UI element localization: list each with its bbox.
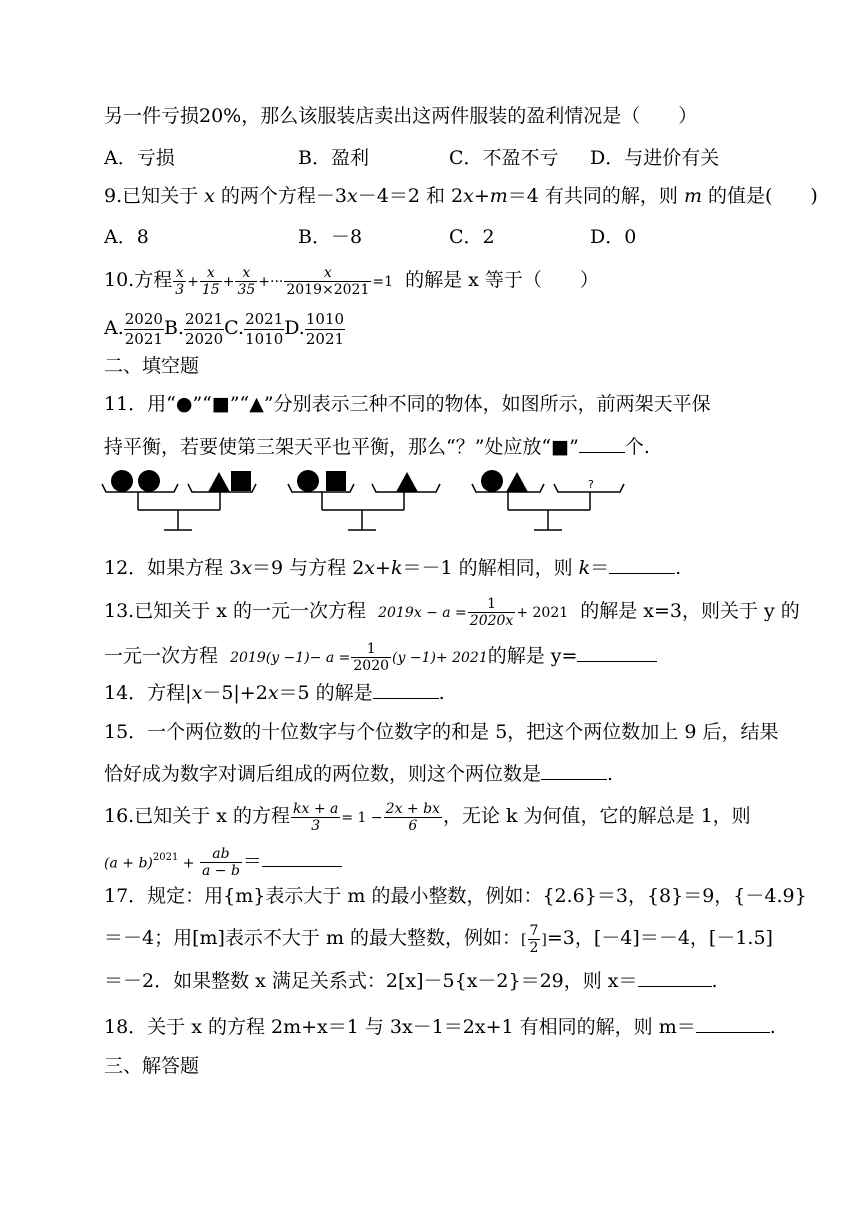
q10-option-d: D. $\frac{1010}{2021}$ (284, 309, 345, 348)
circle-object-icon (297, 470, 319, 492)
q9-option-c: C．2 (449, 226, 495, 248)
question-17-line-3: ＝－2．如果整数 x 满足关系式：2[x]－5{x－2}＝29，则 x＝ . (104, 970, 718, 992)
question-11-line-2: 持平衡，若要使第三架天平也平衡，那么“？”处应放“■” 个. (104, 436, 650, 458)
q14-answer-blank[interactable] (373, 680, 439, 699)
balance-scales-figure (100, 462, 640, 546)
square-object-icon (231, 471, 251, 491)
square-object-icon (326, 471, 346, 491)
question-9: 9.已知关于 x 的两个方程－3x－4＝2 和 2x+m＝4 有共同的解，则 m 的值是( ) (104, 185, 818, 207)
q8-option-a: A．亏损 (104, 147, 175, 169)
question-12: 12．如果方程 3x＝9 与方程 2x+k＝－1 的解相同，则 k＝ . (104, 557, 682, 579)
q10-option-b: B. $\frac{2021}{2020}$ (163, 309, 224, 348)
q10-option-c: C. $\frac{2021}{1010}$ (224, 309, 284, 348)
q16-answer-blank[interactable] (262, 848, 342, 867)
question-14: 14．方程|x－5|+2x＝5 的解是 . (104, 682, 445, 704)
q9-option-a: A．8 (104, 226, 149, 248)
question-17-line-1: 17．规定：用{m}表示大于 m 的最小整数，例如：{2.6}＝3，{8}＝9，{－4.9} (104, 885, 807, 907)
q13-answer-blank[interactable] (577, 643, 657, 662)
question-17-line-2: ＝－4；用[m]表示不大于 m 的最大整数，例如：[ $\frac{7}{2}$ ]=3，[－4]＝－4，[－1.5] (104, 922, 773, 956)
q12-answer-blank[interactable] (609, 555, 675, 574)
question-16-line-1: 16.已知关于 x 的方程 $\frac{kx + a}{3}$ = 1 − $\frac{2x + bx}{6}$ ，无论 k 为何值，它的解总是 1，则 (104, 800, 751, 834)
q8-option-c: C．不盈不亏 (449, 147, 559, 169)
circle-object-icon (111, 470, 133, 492)
triangle-object-icon (506, 472, 528, 492)
question-13-line-1: 13.已知关于 x 的一元一次方程 2019x − a = $\frac{1}{2020x}$ + 2021 的解是 x=3，则关于 y 的 (104, 595, 800, 629)
triangle-object-icon (208, 472, 230, 492)
question-13-line-2: 一元一次方程 2019(y −1)− a = $\frac{1}{2020}$ (y −1)+ 2021的解是 y= (104, 638, 657, 676)
question-18: 18．关于 x 的方程 2m+x＝1 与 3x－1＝2x+1 有相同的解，则 m＝ . (104, 1016, 776, 1038)
q8-option-d: D．与进价有关 (590, 147, 720, 169)
q9-option-b: B．－8 (298, 226, 363, 248)
triangle-object-icon (396, 472, 418, 492)
question-16-line-2: $(a + b)^{2021}$ + $\frac{ab}{a - b}$ ＝ (104, 838, 342, 883)
q9-option-d: D．0 (590, 226, 637, 248)
q11-answer-blank[interactable] (579, 434, 625, 453)
q8-continuation: 另一件亏损20%，那么该服装店卖出这两件服装的盈利情况是（ ） (104, 105, 698, 127)
question-11-line-1: 11．用“●”“■”“▲”分别表示三种不同的物体，如图所示，前两架天平保 (104, 393, 711, 415)
question-15-line-2: 恰好成为数字对调后组成的两位数，则这个两位数是 . (104, 763, 614, 785)
question-10: 10.方程 $\frac{x}{3}$ + $\frac{x}{15}$ + $\frac{x}{35}$ +··· $\frac{x}{2019\times 2021}$ =1 的解是 x 等于（ ） (104, 264, 599, 298)
circle-object-icon (138, 470, 160, 492)
q17-answer-blank[interactable] (638, 968, 712, 987)
section-heading-answer: 三、解答题 (104, 1055, 200, 1077)
q18-answer-blank[interactable] (696, 1014, 770, 1033)
q8-option-b: B．盈利 (298, 147, 369, 169)
circle-object-icon (481, 470, 503, 492)
q15-answer-blank[interactable] (541, 761, 607, 780)
q10-option-a: A. $\frac{2020}{2021}$ (104, 309, 163, 348)
question-15-line-1: 15．一个两位数的十位数字与个位数字的和是 5，把这个两位数加上 9 后，结果 (104, 721, 779, 743)
section-heading-fill-in: 二、填空题 (104, 355, 200, 377)
question-mark-label: ? (588, 478, 594, 491)
q10-options (104, 308, 345, 349)
